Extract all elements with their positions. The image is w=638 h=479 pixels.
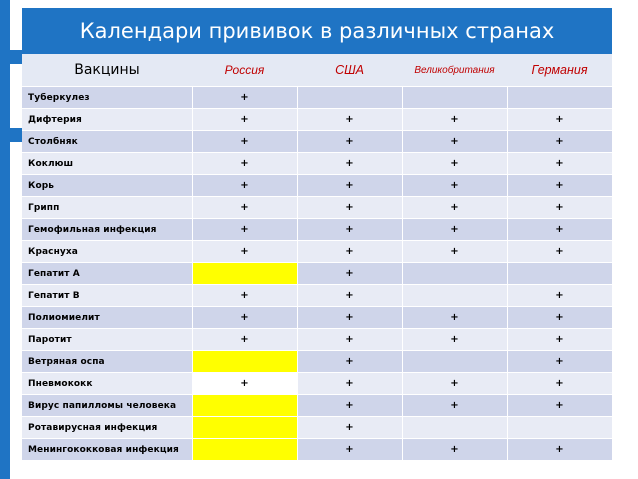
vaccine-name: Вирус папилломы человека [22, 395, 192, 417]
header-russia: Россия [192, 54, 297, 87]
cell-usa: + [297, 351, 402, 373]
cell-usa: + [297, 285, 402, 307]
cell-russia-highlighted [192, 263, 297, 285]
cell-germany: + [507, 395, 612, 417]
table-row [22, 329, 612, 351]
cell-uk [402, 351, 507, 373]
cell-russia-highlighted [192, 417, 297, 439]
cell-usa: + [297, 307, 402, 329]
vaccine-name: Туберкулез [22, 87, 192, 109]
vaccine-name: Паротит [22, 329, 192, 351]
cell-germany: + [507, 219, 612, 241]
vaccine-name: Краснуха [22, 241, 192, 263]
table-row [22, 109, 612, 131]
cell-germany: + [507, 439, 612, 461]
cell-uk: + [402, 439, 507, 461]
cell-germany: + [507, 351, 612, 373]
accent-tab-middle [10, 128, 22, 142]
table-row [22, 351, 612, 373]
cell-usa: + [297, 175, 402, 197]
cell-usa: + [297, 329, 402, 351]
vaccine-name: Пневмококк [22, 373, 192, 395]
header-usa: США [297, 54, 402, 87]
cell-germany: + [507, 153, 612, 175]
header-germany: Германия [507, 54, 612, 87]
cell-uk [402, 417, 507, 439]
header-vaccines: Вакцины [22, 54, 192, 87]
cell-usa: + [297, 153, 402, 175]
vaccine-name: Гемофильная инфекция [22, 219, 192, 241]
table-row [22, 87, 612, 109]
cell-germany [507, 87, 612, 109]
cell-uk: + [402, 197, 507, 219]
cell-uk [402, 263, 507, 285]
title-bar [22, 8, 612, 54]
cell-uk: + [402, 153, 507, 175]
slide [22, 8, 612, 461]
cell-usa: + [297, 219, 402, 241]
cell-russia: + [192, 175, 297, 197]
table-row [22, 439, 612, 461]
cell-germany: + [507, 285, 612, 307]
cell-russia: + [192, 197, 297, 219]
cell-germany: + [507, 109, 612, 131]
cell-germany: + [507, 175, 612, 197]
cell-usa: + [297, 197, 402, 219]
accent-tab-top [10, 50, 22, 64]
table-row [22, 153, 612, 175]
vaccine-name: Гепатит А [22, 263, 192, 285]
cell-uk: + [402, 373, 507, 395]
cell-russia: + [192, 109, 297, 131]
left-accent-bar [0, 0, 10, 479]
vaccine-name: Менингококковая инфекция [22, 439, 192, 461]
cell-usa: + [297, 109, 402, 131]
cell-uk: + [402, 307, 507, 329]
table-row [22, 219, 612, 241]
header-row [22, 54, 612, 87]
cell-uk: + [402, 329, 507, 351]
vaccine-name: Гепатит В [22, 285, 192, 307]
table-row [22, 307, 612, 329]
header-uk: Великобритания [402, 54, 507, 87]
cell-germany: + [507, 307, 612, 329]
cell-uk: + [402, 241, 507, 263]
cell-russia: + [192, 285, 297, 307]
cell-usa: + [297, 417, 402, 439]
cell-usa: + [297, 131, 402, 153]
vaccine-name: Дифтерия [22, 109, 192, 131]
cell-russia: + [192, 219, 297, 241]
table-row [22, 131, 612, 153]
table-row [22, 373, 612, 395]
cell-uk: + [402, 395, 507, 417]
cell-russia: + [192, 373, 297, 395]
cell-russia: + [192, 241, 297, 263]
vaccine-name: Полиомиелит [22, 307, 192, 329]
cell-uk: + [402, 109, 507, 131]
vaccine-name: Столбняк [22, 131, 192, 153]
cell-germany [507, 417, 612, 439]
cell-usa: + [297, 241, 402, 263]
cell-germany: + [507, 197, 612, 219]
cell-usa: + [297, 395, 402, 417]
cell-germany [507, 263, 612, 285]
table-row [22, 285, 612, 307]
table-row [22, 263, 612, 285]
cell-russia-highlighted [192, 351, 297, 373]
vaccine-name: Ротавирусная инфекция [22, 417, 192, 439]
cell-russia: + [192, 307, 297, 329]
vaccination-table [22, 54, 613, 461]
cell-usa [297, 87, 402, 109]
cell-germany: + [507, 373, 612, 395]
cell-russia: + [192, 153, 297, 175]
vaccine-name: Грипп [22, 197, 192, 219]
table-row [22, 241, 612, 263]
cell-usa: + [297, 439, 402, 461]
table-row [22, 395, 612, 417]
vaccine-name: Корь [22, 175, 192, 197]
vaccine-name: Ветряная оспа [22, 351, 192, 373]
cell-russia: + [192, 329, 297, 351]
cell-uk: + [402, 131, 507, 153]
cell-uk: + [402, 219, 507, 241]
table-row [22, 175, 612, 197]
cell-russia-highlighted [192, 395, 297, 417]
cell-uk: + [402, 175, 507, 197]
cell-russia: + [192, 131, 297, 153]
vaccine-name: Коклюш [22, 153, 192, 175]
slide-title: Календари прививок в различных странах [79, 19, 555, 43]
cell-usa: + [297, 263, 402, 285]
cell-russia: + [192, 87, 297, 109]
cell-germany: + [507, 241, 612, 263]
cell-usa: + [297, 373, 402, 395]
cell-uk [402, 285, 507, 307]
cell-russia-highlighted [192, 439, 297, 461]
cell-uk [402, 87, 507, 109]
cell-germany: + [507, 131, 612, 153]
cell-germany: + [507, 329, 612, 351]
table-row [22, 417, 612, 439]
table-row [22, 197, 612, 219]
